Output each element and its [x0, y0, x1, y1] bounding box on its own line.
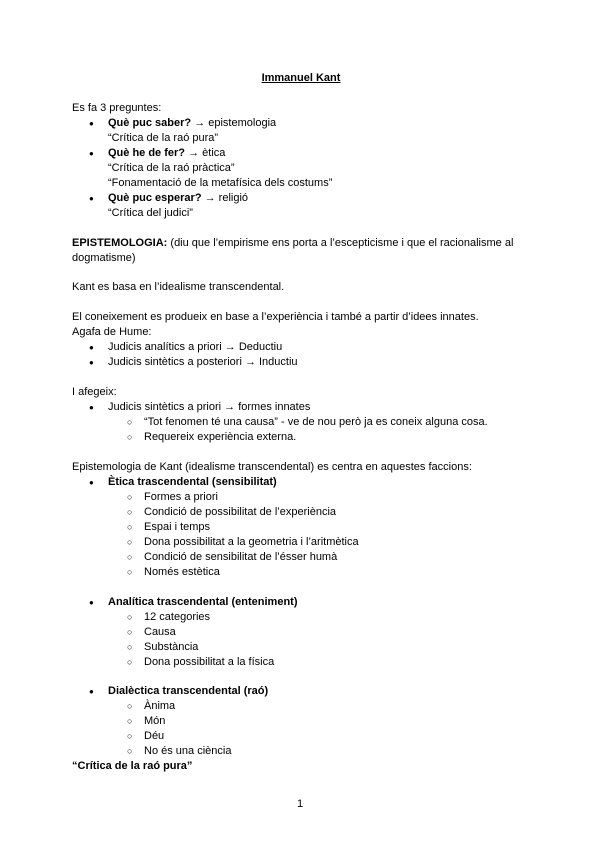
question-topic: → ètica — [185, 146, 226, 159]
sub-list-item: ○ Requereix experiència externa. — [72, 430, 530, 445]
epistemology-paragraph — [72, 236, 530, 266]
sub-list-item: ○ Déu — [72, 729, 530, 744]
sub-list-item: ○ Ànima — [72, 699, 530, 714]
faction-sublist — [108, 490, 530, 580]
faction-sublist — [108, 699, 530, 759]
list-item — [72, 146, 530, 191]
faction-name: Dialèctica transcendental (raó) — [108, 685, 269, 698]
page-title: Immanuel Kant — [261, 72, 341, 84]
factions-list — [72, 475, 530, 580]
sub-list-item: ○ 12 categories — [72, 610, 530, 625]
work-title: “Crítica de la raó pràctica” — [108, 161, 235, 174]
adds-sublist — [108, 415, 530, 445]
document-page — [72, 71, 530, 774]
faction-name: Analítica trascendental (enteniment) — [108, 595, 298, 608]
faction-sublist — [108, 610, 530, 670]
list-item — [72, 400, 530, 445]
hume-list — [72, 340, 530, 370]
work-title: “Crítica de la raó pura” — [108, 131, 219, 144]
sub-list-item: ○ Dona possibilitat a la geometria i l’aritmètica — [72, 535, 530, 550]
work-title: “Crítica del judici” — [108, 206, 193, 219]
sub-list-item: ○ No és una ciència — [72, 744, 530, 759]
list-item — [72, 191, 530, 221]
faction-name: Ètica trascendental (sensibilitat) — [108, 476, 277, 489]
faction-item — [72, 475, 530, 580]
question-text: Què puc saber? — [108, 116, 192, 129]
epistemology-note: (diu que l’empirisme ens porta a l’escepticisme i que el racionalisme al dogmatisme) — [72, 236, 514, 264]
faction-item — [72, 595, 530, 670]
hume-intro: Agafa de Hume: — [72, 326, 152, 339]
sub-list-item: ○ Formes a priori — [72, 490, 530, 505]
sub-list-item: ○ Espai i temps — [72, 520, 530, 535]
faction-item — [72, 684, 530, 759]
sub-list-item: ○ Causa — [72, 625, 530, 640]
adds-intro: I afegeix: — [72, 386, 117, 399]
sub-list-item: ○ “Tot fenomen té una causa” - ve de nou però ja es coneix alguna cosa. — [72, 415, 530, 430]
sub-list-item: ○ Substància — [72, 640, 530, 655]
closing-title-text: “Crítica de la raó pura” — [72, 760, 193, 773]
list-item: ● Judicis sintètics a posteriori → Inductiu — [72, 355, 530, 370]
question-topic: → epistemologia — [191, 116, 277, 129]
list-item — [72, 116, 530, 146]
intro-text: Es fa 3 preguntes: — [72, 101, 162, 114]
adds-item: Judicis sintètics a priori → formes innates — [108, 401, 311, 414]
sub-list-item: ○ Món — [72, 714, 530, 729]
factions-list — [72, 684, 530, 759]
question-text: Què he de fer? — [108, 146, 186, 159]
knowledge-text: El coneixement es produeix en base a l’experiència i també a partir d’idees innates. — [72, 311, 479, 324]
idealism-text: Kant es basa en l’idealisme transcendental. — [72, 281, 285, 294]
sub-list-item: ○ Condició de sensibilitat de l’ésser humà — [72, 550, 530, 565]
sub-list-item: ○ Condició de possibilitat de l’experiència — [72, 505, 530, 520]
work-title: “Fonamentació de la metafísica dels costums” — [108, 176, 333, 189]
epistemology-heading: EPISTEMOLOGIA: — [72, 236, 168, 249]
adds-list — [72, 400, 530, 445]
factions-intro: Epistemologia de Kant (idealisme transcendental) es centra en aquestes faccions: — [72, 461, 472, 474]
sub-list-item: ○ Dona possibilitat a la física — [72, 655, 530, 670]
sub-list-item: ○ Només estètica — [72, 565, 530, 580]
question-text: Què puc esperar? — [108, 191, 202, 204]
question-topic: → religió — [201, 191, 249, 204]
factions-list — [72, 595, 530, 670]
page-number: 1 — [296, 798, 304, 810]
questions-list — [72, 116, 530, 221]
closing-title — [72, 759, 530, 774]
list-item: ● Judicis analítics a priori → Deductiu — [72, 340, 530, 355]
